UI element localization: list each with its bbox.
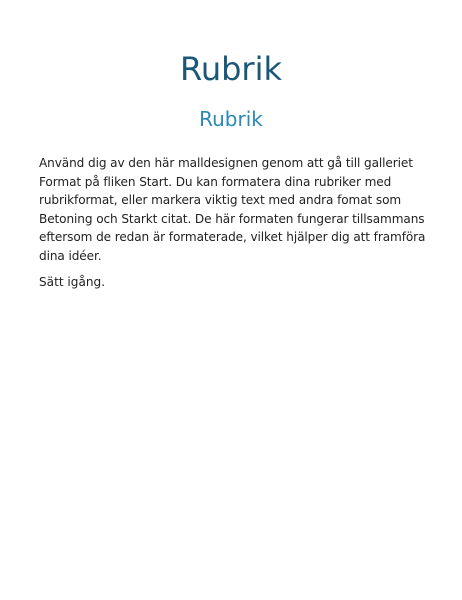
body-line: Format på fliken Start. Du kan formatera dina rubriker med — [39, 174, 392, 189]
document-title: Rubrik — [180, 50, 282, 88]
body-line: eftersom de redan är formaterade, vilket hjälper dig att framföra — [39, 230, 426, 245]
closing-paragraph: Sätt igång. — [39, 275, 106, 289]
body-line: Använd dig av den här malldesignen genom att gå till galleriet — [39, 156, 413, 170]
document-subtitle: Rubrik — [199, 107, 263, 131]
body-line: dina idéer. — [39, 248, 102, 263]
body-line: Betoning och Starkt citat. De här formaten fungerar tillsammans — [39, 211, 425, 226]
body-paragraph — [39, 154, 426, 266]
body-line: rubrikformat, eller markera viktig text med andra fomat som — [39, 193, 402, 208]
